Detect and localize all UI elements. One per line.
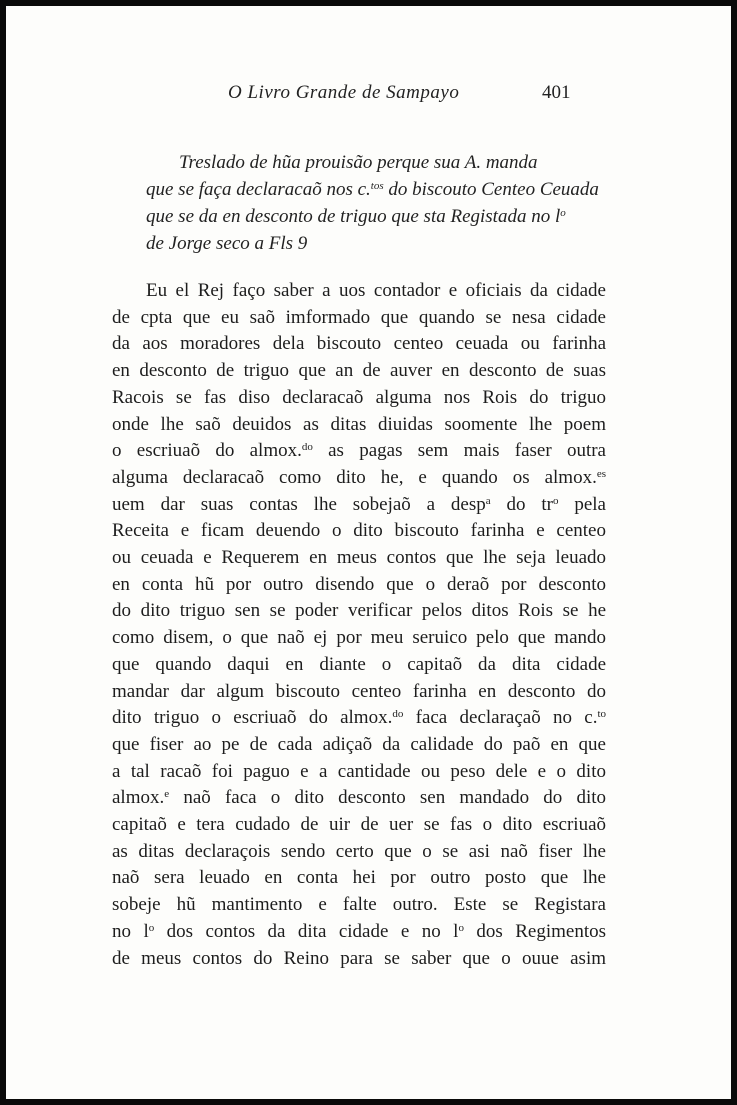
- text-line: uem dar suas contas lhe sobejaõ a desp$^a$ do $tr^o$ pela: [112, 493, 606, 515]
- heading-line: que se da en desconto de triguo que sta Registada no $l^o$: [146, 206, 566, 227]
- text-line: a tal racaõ foi paguo e a cantidade ou peso dele e o dito: [112, 760, 606, 782]
- text-line: ou ceuada e Requerem en meus contos que lhe seja leuado: [112, 547, 606, 569]
- text-line: Receita e ficam deuendo o dito biscouto farinha e centeo: [112, 520, 606, 542]
- text-line: de meus contos do Reino para se saber que o ouue asim: [112, 947, 606, 969]
- text-line: naõ sera leuado en conta hei por outro posto que lhe: [112, 867, 606, 889]
- text-line: no $l^o$ dos contos da dita cidade e no $l^o$ dos Regimentos: [112, 920, 606, 942]
- text-line: que quando daqui en diante o capitaõ da dita cidade: [112, 653, 606, 675]
- document-heading: [146, 149, 599, 257]
- text-line: do dito triguo sen se poder verificar pelos ditos Rois se he: [112, 600, 606, 622]
- text-line: as ditas declaraçois sendo certo que o se asi naõ fiser lhe: [112, 840, 606, 862]
- text-line: sobeje hũ mantimento e falte outro. Este se Registara: [112, 894, 606, 916]
- running-head: [6, 82, 737, 110]
- body-paragraph: [112, 278, 606, 972]
- text-line: de cpta que eu saõ imformado que quando se nesa cidade: [112, 306, 606, 328]
- text-line: que fiser ao pe de cada adiçaõ da calidade do paõ en que: [112, 733, 606, 755]
- text-line: o escriuaõ do almox.$^{do}$ as pagas sem mais faser outra: [112, 440, 606, 462]
- text-line: onde lhe saõ deuidos as ditas diuidas soomente lhe poem: [112, 413, 606, 435]
- heading-line: que se faça declaracaõ nos c.$^{tos}$ do biscouto Centeo Ceuada: [146, 179, 599, 200]
- text-line: en conta hũ por outro disendo que o deraõ por desconto: [112, 573, 606, 595]
- text-line: Eu el Rej faço saber a uos contador e oficiais da cidade: [146, 280, 606, 301]
- text-line: Racois se fas diso declaracaõ alguma nos Rois do triguo: [112, 386, 606, 408]
- heading-line: de Jorge seco a Fls 9: [146, 233, 308, 254]
- text-line: capitaõ e tera cudado de uir de uer se fas o dito escriuaõ: [112, 814, 606, 836]
- running-title: O Livro Grande de Sampayo: [228, 82, 460, 103]
- text-line: mandar dar algum biscouto centeo farinha en desconto do: [112, 680, 606, 702]
- text-line: alguma declaracaõ como dito he, e quando os almox.$^{es}$: [112, 466, 606, 488]
- text-line: como disem, o que naõ ej por meu seruico pelo que mando: [112, 627, 606, 649]
- text-line: almox.$^e$ naõ faca o dito desconto sen mandado do dito: [112, 787, 606, 809]
- heading-line: Treslado de hũa prouisão perque sua A. manda: [179, 152, 538, 173]
- page-number: 401: [542, 82, 571, 103]
- text-line: en desconto de triguo que an de auver en desconto de suas: [112, 360, 606, 382]
- text-line: da aos moradores dela biscouto centeo ceuada ou farinha: [112, 333, 606, 355]
- text-line: dito triguo o escriuaõ do almox.$^{do}$ faca declaraçaõ no c.$^{to}$: [112, 707, 607, 729]
